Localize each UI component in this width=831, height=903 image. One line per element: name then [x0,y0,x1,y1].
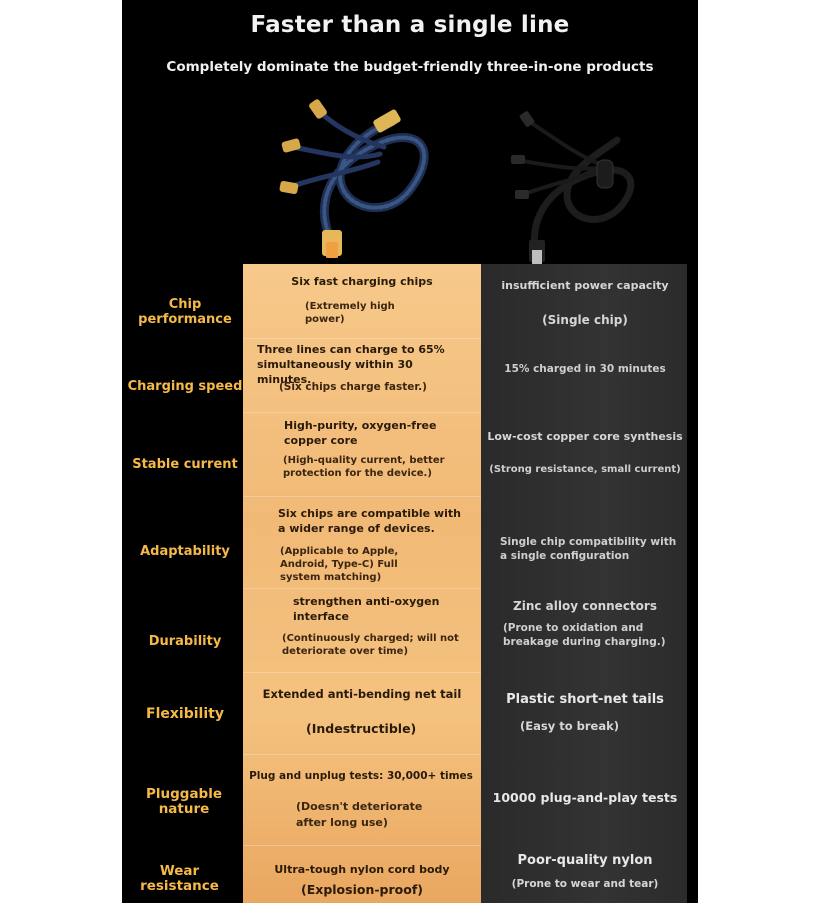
row-label: Pluggable nature [145,786,223,817]
good-sub: (Doesn't deteriorate after long use) [296,800,423,829]
good-main: High-purity, oxygen-free copper core [284,419,437,447]
bad-main: Zinc alloy connectors [513,599,657,613]
good-main: Plug and unplug tests: 30,000+ times [249,770,473,782]
row-label: Charging speed [127,379,243,394]
competitor-column [481,264,687,903]
good-sub: (Continuously charged; will not deteriorate over time) [282,633,459,657]
good-main: Extended anti-bending net tail [262,687,462,701]
budget-cable-image [507,100,647,265]
bad-main: 10000 plug-and-play tests [492,790,678,805]
good-main: Six fast charging chips [291,275,433,288]
row-label: Durability [148,634,222,649]
bad-sub: (Prone to oxidation and breakage during charging.) [503,622,666,648]
row-label: Stable current [132,457,238,472]
page-title: Faster than a single line [250,12,570,38]
bad-main: Plastic short-net tails [506,692,664,707]
premium-cable-image [272,92,442,262]
row-label: Flexibility [146,706,224,722]
good-main: Ultra-tough nylon cord body [274,863,450,876]
good-sub: (Indestructible) [306,721,417,736]
bad-sub: (Prone to wear and tear) [511,878,659,890]
good-sub: (Applicable to Apple, Android, Type-C) Full system matching) [280,546,399,583]
comparison-panel [122,0,698,903]
row-label: Chip performance [138,297,232,327]
good-sub: (Extremely high power) [305,301,395,325]
bad-main: 15% charged in 30 minutes [504,363,666,375]
bad-main: Single chip compatibility with a single configuration [500,536,677,562]
row-label: Wear resistance [140,863,219,894]
page-subtitle: Completely dominate the budget-friendly three-in-one products [166,59,654,75]
good-main: Three lines can charge to 65% simultaneously within 30 minutes. [257,343,445,386]
good-sub: (High-quality current, better protection for the device.) [283,455,445,479]
bad-main: Poor-quality nylon [517,853,653,868]
good-main: strengthen anti-oxygen interface [293,595,440,623]
bad-sub: (Easy to break) [520,719,619,733]
good-sub: (Explosion-proof) [301,882,423,897]
good-sub: (Six chips charge faster.) [279,381,427,393]
bad-main: Low-cost copper core synthesis [487,430,683,443]
good-main: Six chips are compatible with a wider range of devices. [278,507,461,535]
bad-sub: (Single chip) [542,313,628,327]
bad-sub: (Strong resistance, small current) [489,464,681,475]
bad-main: insufficient power capacity [501,279,669,292]
row-label: Adaptability [140,544,230,559]
